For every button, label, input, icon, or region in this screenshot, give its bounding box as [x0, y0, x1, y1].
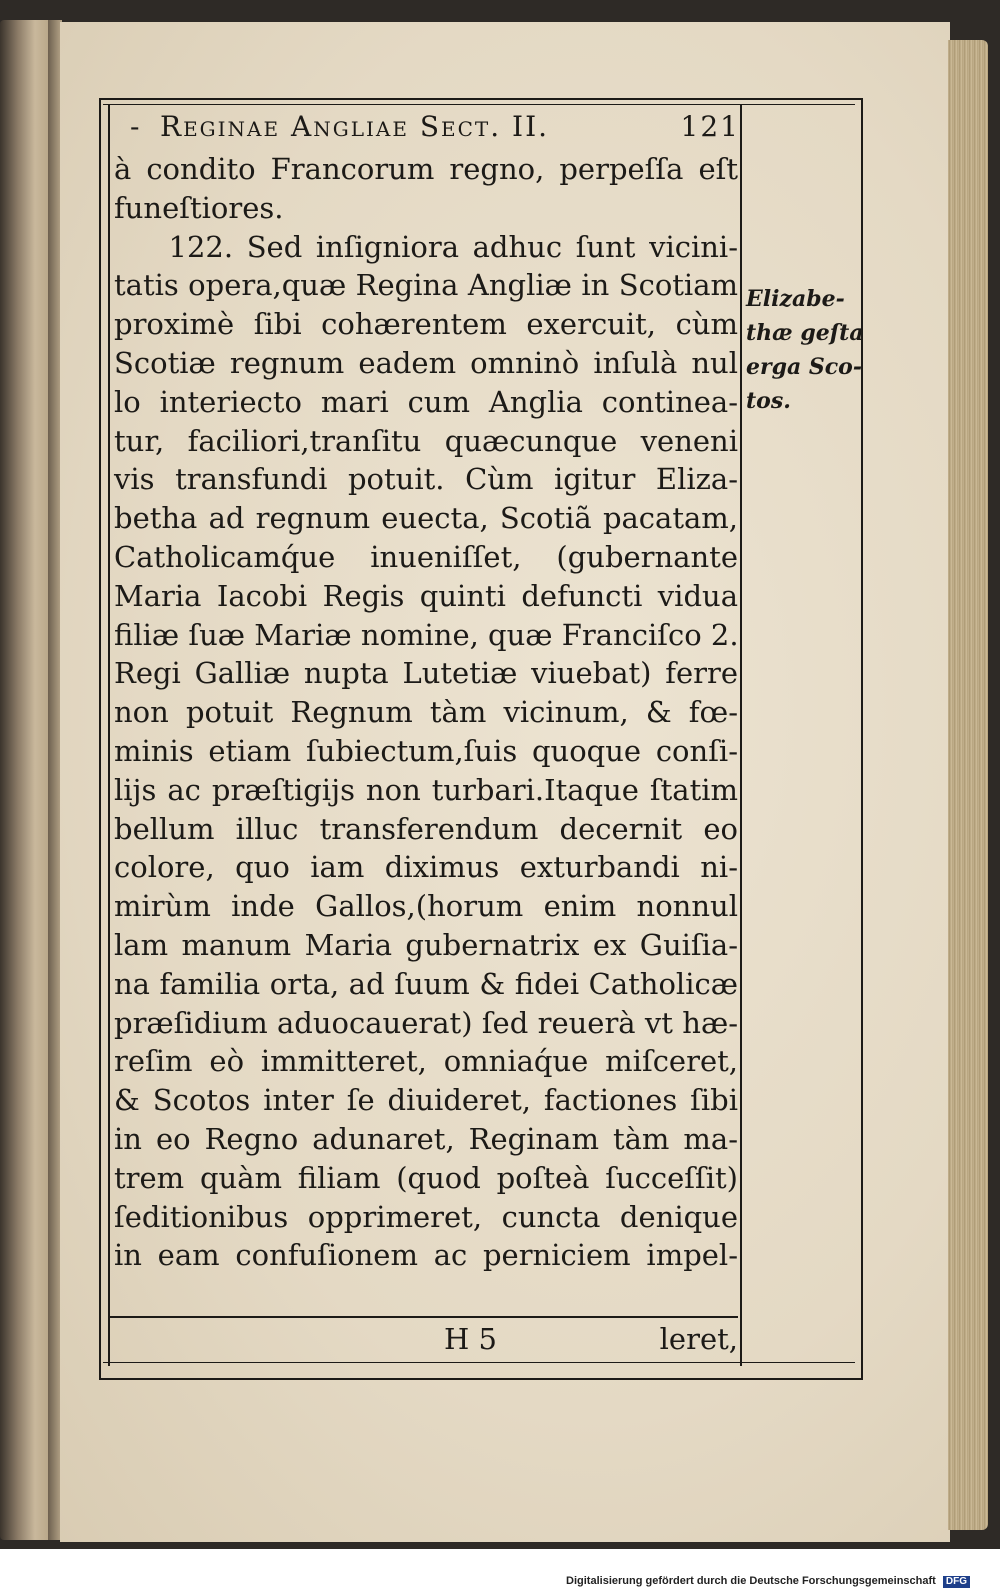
text-line: trem quàm filiam (quod poſteà ſucceſſit) — [114, 1160, 738, 1195]
text-line: bellum illuc transferendum decernit eo — [114, 811, 738, 846]
marginal-note-line: tos. — [746, 388, 791, 414]
text-line: Maria Iacobi Regis quinti defuncti vidua — [114, 578, 738, 613]
text-line: reſim eò immitteret, omniaq́ue miſceret, — [114, 1044, 738, 1079]
text-line: lijs ac præſtigijs non turbari.Itaque ſtatim — [114, 772, 738, 807]
text-line: præſidium aduocauerat) ſed reuerà vt hæ- — [114, 1005, 738, 1040]
marginal-note — [746, 282, 864, 418]
margin-column-rule — [740, 104, 742, 1366]
text-line: in eo Regno adunaret, Reginam tàm ma- — [114, 1121, 738, 1156]
text-line: minis etiam ſubiectum,ſuis quoque conſi- — [114, 733, 738, 768]
text-line: lo interiecto mari cum Anglia continea- — [114, 384, 738, 419]
page-block-edges — [948, 40, 988, 1530]
text-line: proximè ſibi cohærentem exercuit, cùm — [114, 307, 738, 342]
text-line: lam manum Maria gubernatrix ex Guiſia- — [114, 927, 738, 962]
digitization-credit-text: Digitalisierung gefördert durch die Deutsche Forschungsgemeinschaft — [566, 1575, 936, 1587]
foot-rule — [110, 1316, 738, 1318]
running-head — [130, 110, 740, 150]
text-line: à condito Francorum regno, perpeſſa eſt — [114, 152, 738, 186]
text-line: tur, faciliori,tranſitu quæcunque veneni — [114, 423, 738, 458]
facing-page-edge — [0, 20, 50, 1540]
running-head-title: Reginae Angliae Sect. II. — [160, 110, 550, 143]
text-line: 122. Sed inſigniora adhuc ſunt vicini- — [114, 229, 738, 264]
text-line: ſeditionibus opprimeret, cuncta denique — [114, 1199, 738, 1234]
marginal-note-line: Elizabe- — [746, 286, 845, 312]
page-number: 121 — [680, 110, 740, 143]
text-line: betha ad regnum euecta, Scotiã pacatam, — [114, 501, 738, 536]
head-rule — [103, 104, 855, 105]
text-line: Scotiæ regnum eadem omninò inſulà nul — [114, 345, 738, 380]
text-line: funeſtiores. — [114, 190, 284, 225]
text-left-rule — [108, 104, 110, 1366]
digitization-credit — [566, 1574, 970, 1588]
text-line: vis transfundi potuit. Cùm igitur Eliza- — [114, 462, 738, 497]
text-line: colore, quo iam diximus exturbandi ni- — [114, 850, 738, 885]
marginal-note-line: erga Sco- — [746, 354, 862, 380]
text-line: na familia orta, ad ſuum & fidei Catholicæ — [114, 966, 738, 1001]
signature-mark: H 5 — [444, 1322, 497, 1356]
body-text — [114, 150, 738, 1275]
dfg-logo: DFG — [943, 1576, 970, 1588]
page-footer — [114, 1322, 738, 1362]
text-line: non potuit Regnum tàm vicinum, & fœ- — [114, 695, 738, 730]
text-line: filiæ ſuæ Mariæ nomine, quæ Franciſco 2. — [114, 617, 739, 652]
text-line: Regi Galliæ nupta Lutetiæ viuebat) ferre — [114, 656, 738, 691]
running-head-dash: - — [130, 110, 142, 143]
text-line: & Scotos inter ſe diuideret, factiones ſibi — [114, 1083, 738, 1118]
text-line: in eam confuſionem ac perniciem impel- — [114, 1238, 738, 1273]
catchword: leret, — [659, 1322, 738, 1356]
text-line: Catholicamq́ue inueniſſet, (gubernante — [114, 539, 738, 574]
text-line: mirùm inde Gallos,(horum enim nonnul — [114, 889, 738, 924]
marginal-note-line: thæ geſta — [746, 320, 864, 346]
text-line: tatis opera,quæ Regina Angliæ in Scotiam — [114, 268, 738, 303]
bottom-rule — [103, 1362, 855, 1363]
